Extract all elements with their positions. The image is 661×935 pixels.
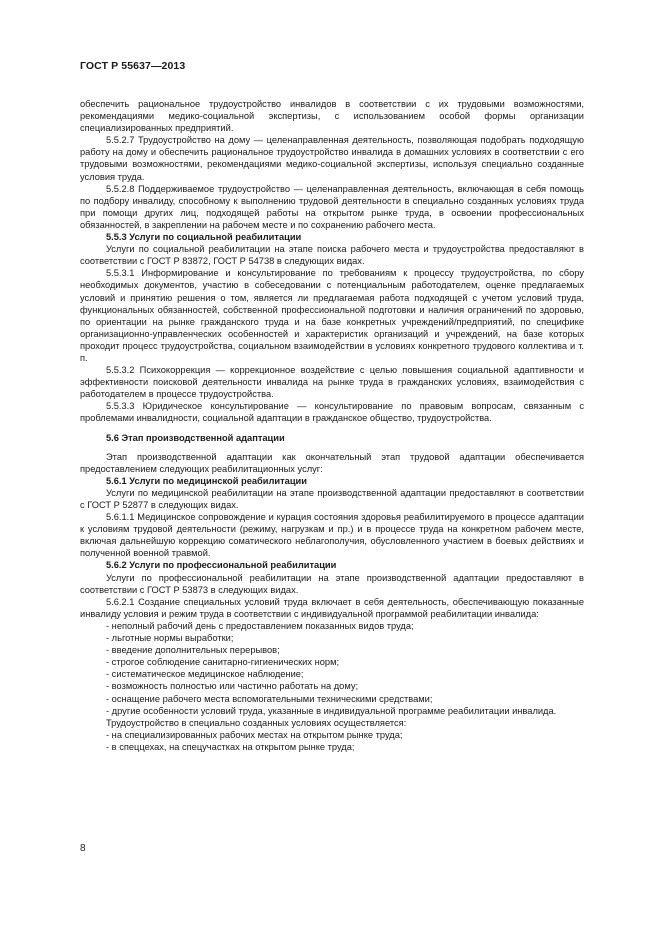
section-heading-5-6: 5.6 Этап производственной адаптации bbox=[106, 432, 285, 443]
clause-5-5-2-7: 5.5.2.7 Трудоустройство на дому — целенаправленная деятельность, позволяющая подобрать подходящую работу на дому и обеспечить рациональное трудоустройство инвалида в домашних условиях в соответствии с его трудовыми возможностями, рекомендациями медико-социальной экспертизы, используя специально созданные условия труда. bbox=[80, 135, 584, 182]
clause-5-5-2-8: 5.5.2.8 Поддерживаемое трудоустройство — целенаправленная деятельность, включающая в себя помощь по подбору инвалиду, способному к выполнению трудовой деятельности в специально созданных условиях труда при помощи других лиц, подходящей работы на открытом рынке труда, в освоении профессиональных обязанностей, в закреплении на рабочем месте и по сохранению рабочего места. bbox=[80, 183, 584, 230]
list-item: - оснащение рабочего места вспомогательными техническими средствами; bbox=[106, 693, 433, 704]
clause-5-5-3-3: 5.5.3.3 Юридическое консультирование — консультирование по правовым вопросам, связанным с проблемами инвалидности, социальной адаптации в гражданское общество, трудоустройства. bbox=[80, 401, 584, 424]
paragraph: Услуги по медицинской реабилитации на этапе производственной адаптации предоставляют в соответствии с ГОСТ Р 52877 в следующих видах. bbox=[80, 487, 584, 510]
section-heading-5-6-1: 5.6.1 Услуги по медицинской реабилитации bbox=[106, 475, 307, 486]
document-body bbox=[80, 98, 584, 753]
paragraph: обеспечить рациональное трудоустройство инвалидов в соответствии с их трудовыми возможностями, рекомендациями медико-социальной экспертизы, с использованием особой формы организации специализированных предприятий. bbox=[80, 99, 584, 134]
list-item: - льготные нормы выработки; bbox=[106, 633, 234, 644]
page-number: 8 bbox=[80, 843, 86, 854]
list-item: - на специализированных рабочих местах на открытом рынке труда; bbox=[106, 729, 403, 740]
list-item: - систематическое медицинское наблюдение; bbox=[106, 669, 304, 680]
paragraph: Этап производственной адаптации как окончательный этап трудовой адаптации обеспечивается предоставлением следующих реабилитационных услуг: bbox=[80, 451, 584, 474]
clause-5-6-1-1: 5.6.1.1 Медицинское сопровождение и курация состояния здоровья реабилитируемого в процессе адаптации к условиям трудовой деятельности (режиму, нагрузкам и пр.) и в процессе труда на конкретном рабочем месте, включая дальнейшую коррекцию соматического неблагополучия, обусловленного участием в боевых действиях и полученной военной травмой. bbox=[80, 512, 584, 559]
list-item: - введение дополнительных перерывов; bbox=[106, 645, 280, 656]
clause-5-5-3-1: 5.5.3.1 Информирование и консультирование по требованиям к процессу трудоустройства, по сбору необходимых документов, участию в собеседовании с потенциальным работодателем, оценке предлагаемых условий и принятию решения о том, является ли предлагаемая работа подходящей с учетом условий труда, функциональных обязанностей, собственной профессиональной подготовки и наличия ограничений по здоровью, по ориентации на рынке гражданского труда и на базе конкретных учреждений/предприятий, по специфике организационно-управленческих особенностей и характеристик организаций и учреждений, на базе которых проходит процесс трудоустройства, социальном взаимодействии в условиях конкретного трудового коллектива и т. п. bbox=[80, 268, 584, 363]
clause-5-5-3-2: 5.5.3.2 Психокоррекция — коррекционное воздействие с целью повышения социальной адаптивности и эффективности поисковой деятельности инвалида на рынке труда в гражданских условиях, взаимодействия с работодателем в процессе трудоустройства. bbox=[80, 365, 584, 400]
list-item: - в спеццехах, на спецучастках на открытом рынке труда; bbox=[106, 741, 355, 752]
paragraph: Услуги по социальной реабилитации на этапе поиска рабочего места и трудоустройства предоставляют в соответствии с ГОСТ Р 83872, ГОСТ Р 54738 в следующих видах. bbox=[80, 244, 584, 267]
section-heading-5-6-2: 5.6.2 Услуги по профессиональной реабилитации bbox=[106, 560, 337, 571]
list-item: - неполный рабочий день с предоставлением показанных видов труда; bbox=[106, 620, 414, 631]
clause-5-6-2-1: 5.6.2.1 Создание специальных условий труда включает в себя деятельность, обеспечивающую показанные инвалиду условия и режим труда в соответствии с индивидуальной программой реабилитации инвалида: bbox=[80, 596, 584, 619]
list-item: - строгое соблюдение санитарно-гигиенических норм; bbox=[106, 657, 340, 668]
list-item: - другие особенности условий труда, указанные в индивидуальной программе реабилитации инвалида. bbox=[106, 705, 557, 716]
document-header: ГОСТ Р 55637—2013 bbox=[80, 60, 186, 72]
list-item: - возможность полностью или частично работать на дому; bbox=[106, 681, 359, 692]
paragraph: Трудоустройство в специально созданных условиях осуществляется: bbox=[106, 717, 407, 728]
section-heading-5-5-3: 5.5.3 Услуги по социальной реабилитации bbox=[106, 232, 302, 243]
paragraph: Услуги по профессиональной реабилитации на этапе производственной адаптации предоставляют в соответствии с ГОСТ Р 53873 в следующих видах. bbox=[80, 572, 584, 595]
